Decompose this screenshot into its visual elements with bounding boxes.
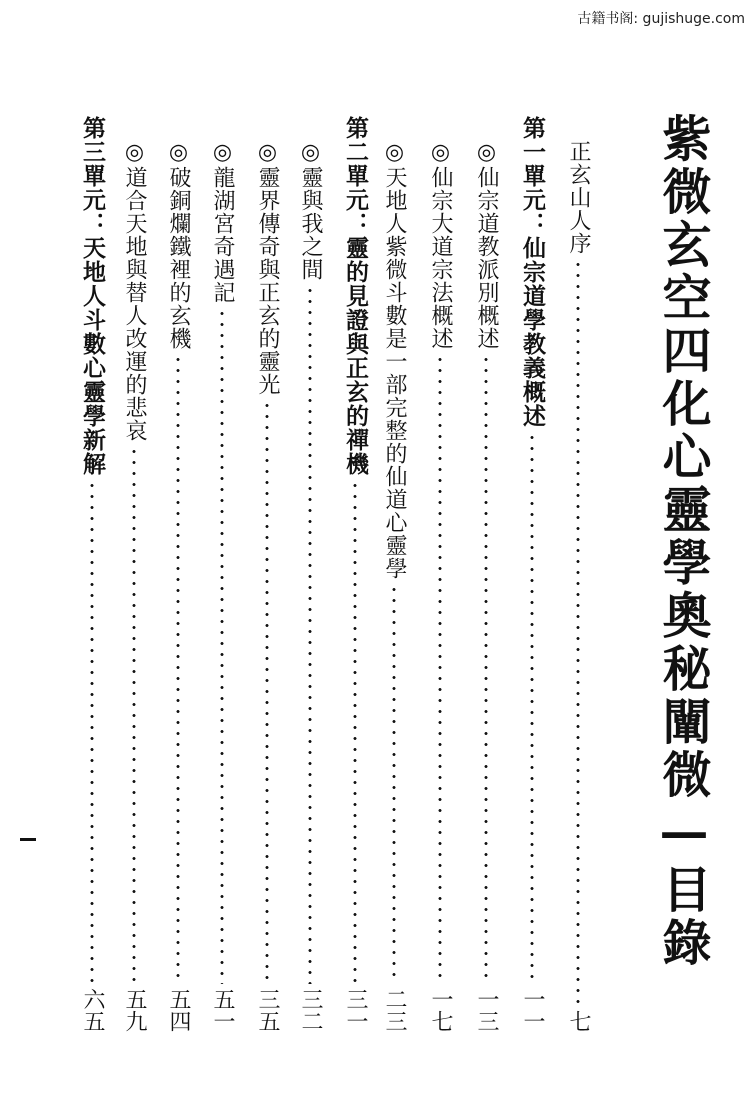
toc-entry <box>75 116 109 1032</box>
dot-leader <box>220 308 224 984</box>
toc-entry-title: ◎道合天地與替人改運的悲哀 <box>122 140 147 442</box>
toc-entry <box>250 140 284 1032</box>
dot-leader <box>530 432 534 984</box>
toc-entry <box>469 140 503 1032</box>
watermark: 古籍书阁: gujishuge.com <box>577 11 745 27</box>
dot-leader <box>438 354 442 984</box>
folio-number <box>20 838 36 841</box>
toc-entry-title: ◎仙宗大道宗法概述 <box>428 140 453 350</box>
toc-entry-page: 一七 <box>428 988 453 1032</box>
toc-entry-title: ◎天地人紫微斗數是一部完整的仙道心靈學 <box>382 140 407 580</box>
toc-entry-page: 五四 <box>166 988 191 1032</box>
dot-leader <box>265 400 269 984</box>
toc-entry-title: ◎靈與我之間 <box>298 140 323 281</box>
dot-leader <box>176 354 180 984</box>
toc-entry <box>515 116 549 1032</box>
toc-entry <box>423 140 457 1032</box>
toc-entry <box>338 116 372 1032</box>
toc-entry-page: 三一 <box>343 988 368 1032</box>
toc-entry-page: 三五 <box>255 988 280 1032</box>
toc-entry-title: ◎仙宗道教派別概述 <box>474 140 499 350</box>
toc-entry-page: 一三 <box>474 988 499 1032</box>
toc-entry-page: 二三 <box>382 988 407 1032</box>
dot-leader <box>90 480 94 984</box>
toc-entry-page: 一一 <box>520 988 545 1032</box>
toc-entry-title: ◎破銅爛鐵裡的玄機 <box>166 140 191 350</box>
dot-leader <box>484 354 488 984</box>
toc-entry-title: ◎龍湖宮奇遇記 <box>210 140 235 304</box>
toc-entry <box>293 140 327 1032</box>
toc-entry-page: 五一 <box>210 988 235 1032</box>
dot-leader <box>392 584 396 984</box>
toc-entry <box>117 140 151 1032</box>
toc-entry-title: 第三單元：天地人斗數心靈學新解 <box>79 116 106 476</box>
toc-entry <box>161 140 195 1032</box>
toc-entry-title: ◎靈界傳奇與正玄的靈光 <box>255 140 280 396</box>
toc-entry-page: 七 <box>566 1010 591 1032</box>
dot-leader <box>308 285 312 984</box>
toc-entry <box>561 140 595 1032</box>
toc-entry <box>377 140 411 1032</box>
toc-entry-page: 三二 <box>298 988 323 1032</box>
toc-entry-page: 五九 <box>122 988 147 1032</box>
toc-entry-title: 第二單元：靈的見證與正玄的禪機 <box>342 116 369 476</box>
toc-entry-title: 第一單元：仙宗道學教義概述 <box>519 116 546 428</box>
toc-entry-page: 六五 <box>80 988 105 1032</box>
dot-leader <box>353 480 357 984</box>
toc-entry-title: 正玄山人序 <box>566 140 591 255</box>
dot-leader <box>132 446 136 984</box>
toc-entry <box>205 140 239 1032</box>
page-title: 紫微玄空四化心靈學奧秘闡微—目錄 <box>655 113 713 970</box>
dot-leader <box>576 259 580 1006</box>
